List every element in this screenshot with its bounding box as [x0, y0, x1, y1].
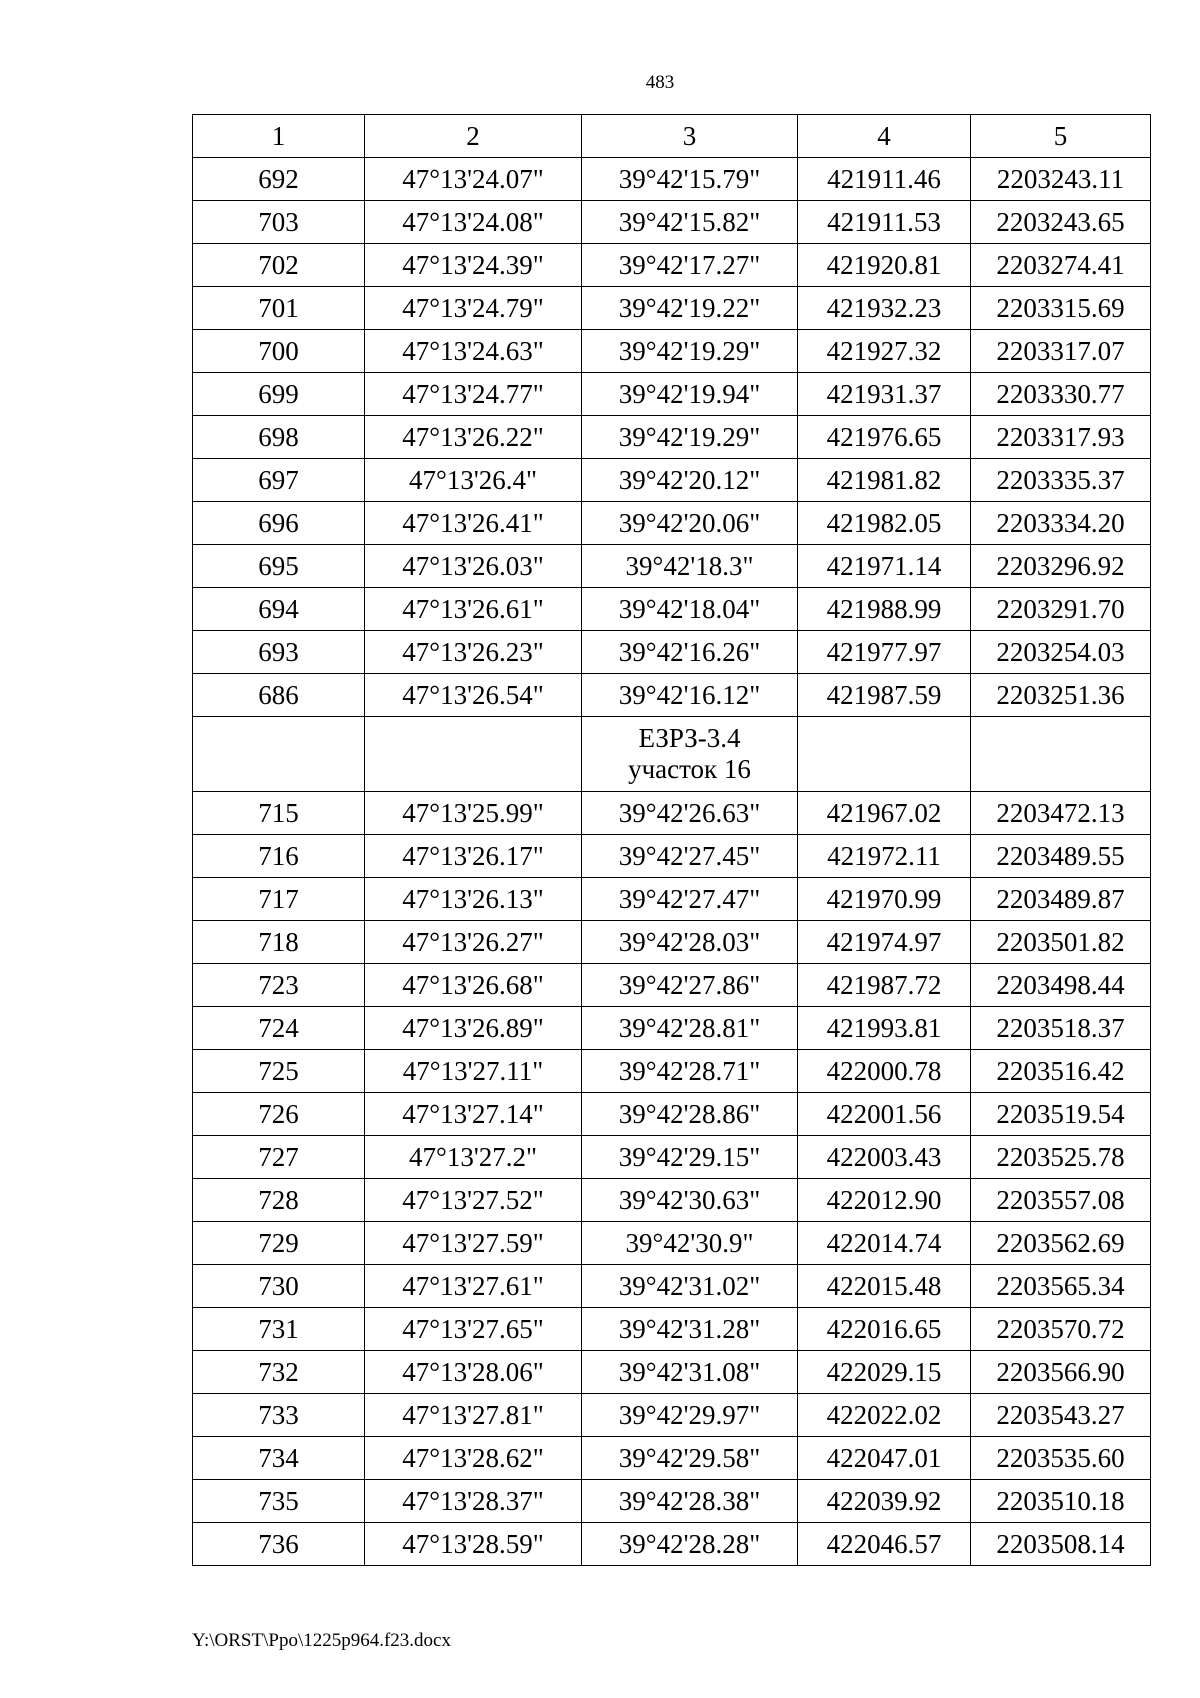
cell-col-3: 39°42'15.79": [582, 158, 798, 201]
cell-col-4: 421972.11: [798, 835, 971, 878]
cell-col-1: 730: [193, 1265, 365, 1308]
coordinates-table: [192, 114, 1151, 1566]
cell-col-1: 735: [193, 1480, 365, 1523]
cell-col-2: 47°13'24.39": [365, 244, 582, 287]
cell-col-4: 422046.57: [798, 1523, 971, 1566]
cell-col-3: 39°42'28.03": [582, 921, 798, 964]
cell-col-5: 2203519.54: [971, 1093, 1151, 1136]
cell-col-5: 2203243.11: [971, 158, 1151, 201]
cell-col-5: 2203334.20: [971, 502, 1151, 545]
cell-col-5: 2203565.34: [971, 1265, 1151, 1308]
cell-col-2: 47°13'26.89": [365, 1007, 582, 1050]
table-row: [193, 1179, 1151, 1222]
cell-col-3: 39°42'16.26": [582, 631, 798, 674]
header-cell-1: 1: [193, 115, 365, 158]
table-row: [193, 835, 1151, 878]
table-row: [193, 287, 1151, 330]
cell-col-4: 421967.02: [798, 792, 971, 835]
cell-col-4: 421971.14: [798, 545, 971, 588]
cell-col-5: 2203243.65: [971, 201, 1151, 244]
table-row: [193, 1480, 1151, 1523]
header-cell-2: 2: [365, 115, 582, 158]
cell-col-1: 724: [193, 1007, 365, 1050]
cell-col-4: [798, 717, 971, 792]
cell-col-5: 2203525.78: [971, 1136, 1151, 1179]
cell-col-2: 47°13'24.77": [365, 373, 582, 416]
cell-col-3: 39°42'19.22": [582, 287, 798, 330]
cell-col-3: 39°42'27.86": [582, 964, 798, 1007]
cell-col-4: 421987.59: [798, 674, 971, 717]
cell-col-5: 2203296.92: [971, 545, 1151, 588]
cell-col-1: 703: [193, 201, 365, 244]
cell-col-3: 39°42'18.3": [582, 545, 798, 588]
cell-col-1: 697: [193, 459, 365, 502]
cell-col-5: 2203543.27: [971, 1394, 1151, 1437]
cell-col-5: 2203254.03: [971, 631, 1151, 674]
page-number: 483: [645, 72, 675, 93]
cell-col-1: 716: [193, 835, 365, 878]
cell-col-2: 47°13'26.4": [365, 459, 582, 502]
table-row: [193, 1265, 1151, 1308]
cell-col-1: 700: [193, 330, 365, 373]
cell-col-2: 47°13'26.61": [365, 588, 582, 631]
cell-col-2: 47°13'27.11": [365, 1050, 582, 1093]
cell-col-5: 2203251.36: [971, 674, 1151, 717]
cell-col-3: 39°42'20.06": [582, 502, 798, 545]
table-row: [193, 373, 1151, 416]
cell-col-5: 2203562.69: [971, 1222, 1151, 1265]
cell-col-1: 694: [193, 588, 365, 631]
table-row: [193, 1136, 1151, 1179]
cell-col-4: 422039.92: [798, 1480, 971, 1523]
table-row: [193, 631, 1151, 674]
cell-col-3: 39°42'18.04": [582, 588, 798, 631]
cell-col-3: 39°42'31.02": [582, 1265, 798, 1308]
cell-col-4: 422016.65: [798, 1308, 971, 1351]
table-row: [193, 1007, 1151, 1050]
table-row: [193, 674, 1151, 717]
cell-col-1: 732: [193, 1351, 365, 1394]
cell-col-3: 39°42'29.15": [582, 1136, 798, 1179]
header-row: [193, 115, 1151, 158]
table-row: [193, 330, 1151, 373]
cell-col-5: 2203510.18: [971, 1480, 1151, 1523]
cell-col-2: 47°13'24.08": [365, 201, 582, 244]
table-row: [193, 588, 1151, 631]
cell-col-2: 47°13'28.59": [365, 1523, 582, 1566]
cell-col-5: 2203315.69: [971, 287, 1151, 330]
cell-col-4: 421993.81: [798, 1007, 971, 1050]
cell-col-1: 727: [193, 1136, 365, 1179]
cell-col-2: 47°13'26.17": [365, 835, 582, 878]
cell-col-4: 422014.74: [798, 1222, 971, 1265]
cell-col-2: 47°13'27.81": [365, 1394, 582, 1437]
cell-col-2: 47°13'26.54": [365, 674, 582, 717]
cell-col-4: 421932.23: [798, 287, 971, 330]
header-cell-3: 3: [582, 115, 798, 158]
cell-col-1: 715: [193, 792, 365, 835]
cell-col-3: 39°42'27.45": [582, 835, 798, 878]
cell-col-5: 2203291.70: [971, 588, 1151, 631]
cell-col-3: 39°42'29.97": [582, 1394, 798, 1437]
cell-col-5: [971, 717, 1151, 792]
cell-col-1: 729: [193, 1222, 365, 1265]
cell-col-2: 47°13'27.14": [365, 1093, 582, 1136]
cell-col-3: 39°42'28.81": [582, 1007, 798, 1050]
cell-col-1: 736: [193, 1523, 365, 1566]
cell-col-2: 47°13'24.79": [365, 287, 582, 330]
cell-col-2: 47°13'27.59": [365, 1222, 582, 1265]
cell-col-4: 421976.65: [798, 416, 971, 459]
cell-col-1: 699: [193, 373, 365, 416]
cell-col-4: 421974.97: [798, 921, 971, 964]
cell-col-1: 731: [193, 1308, 365, 1351]
cell-col-5: 2203489.87: [971, 878, 1151, 921]
cell-col-1: 695: [193, 545, 365, 588]
table-row: [193, 502, 1151, 545]
table-body: [193, 158, 1151, 1566]
cell-col-1: [193, 717, 365, 792]
table-header: [193, 115, 1151, 158]
cell-col-5: 2203317.93: [971, 416, 1151, 459]
cell-col-1: 726: [193, 1093, 365, 1136]
table-row: [193, 1523, 1151, 1566]
cell-col-5: 2203317.07: [971, 330, 1151, 373]
cell-col-1: 733: [193, 1394, 365, 1437]
cell-col-4: 421931.37: [798, 373, 971, 416]
cell-col-2: 47°13'27.65": [365, 1308, 582, 1351]
table-row: [193, 878, 1151, 921]
cell-col-2: [365, 717, 582, 792]
table-row: [193, 1437, 1151, 1480]
cell-col-2: 47°13'24.63": [365, 330, 582, 373]
cell-col-4: 421927.32: [798, 330, 971, 373]
cell-col-2: 47°13'25.99": [365, 792, 582, 835]
table-row: [193, 416, 1151, 459]
cell-col-4: 422001.56: [798, 1093, 971, 1136]
cell-col-1: 718: [193, 921, 365, 964]
cell-col-1: 728: [193, 1179, 365, 1222]
cell-col-5: 2203335.37: [971, 459, 1151, 502]
cell-col-2: 47°13'24.07": [365, 158, 582, 201]
cell-col-5: 2203489.55: [971, 835, 1151, 878]
cell-col-2: 47°13'26.22": [365, 416, 582, 459]
cell-col-4: 421981.82: [798, 459, 971, 502]
cell-col-3: 39°42'16.12": [582, 674, 798, 717]
cell-col-5: 2203498.44: [971, 964, 1151, 1007]
cell-col-4: 422003.43: [798, 1136, 971, 1179]
header-cell-5: 5: [971, 115, 1151, 158]
cell-col-5: 2203516.42: [971, 1050, 1151, 1093]
cell-col-4: 422015.48: [798, 1265, 971, 1308]
table-row: [193, 1308, 1151, 1351]
cell-col-3: 39°42'29.58": [582, 1437, 798, 1480]
cell-col-3: 39°42'28.28": [582, 1523, 798, 1566]
cell-col-4: 421911.53: [798, 201, 971, 244]
table-row: [193, 545, 1151, 588]
table-row: [193, 244, 1151, 287]
cell-col-2: 47°13'26.03": [365, 545, 582, 588]
cell-col-1: 696: [193, 502, 365, 545]
table-row: [193, 964, 1151, 1007]
cell-col-2: 47°13'26.13": [365, 878, 582, 921]
cell-col-1: 725: [193, 1050, 365, 1093]
cell-col-3: 39°42'27.47": [582, 878, 798, 921]
cell-col-3: 39°42'28.38": [582, 1480, 798, 1523]
section-row: [193, 717, 1151, 792]
cell-col-3: 39°42'31.28": [582, 1308, 798, 1351]
cell-col-1: 693: [193, 631, 365, 674]
cell-col-1: 734: [193, 1437, 365, 1480]
cell-col-2: 47°13'27.52": [365, 1179, 582, 1222]
table-row: [193, 158, 1151, 201]
cell-col-2: 47°13'28.37": [365, 1480, 582, 1523]
cell-col-4: 421911.46: [798, 158, 971, 201]
cell-col-3: 39°42'28.86": [582, 1093, 798, 1136]
cell-col-3: 39°42'19.29": [582, 416, 798, 459]
cell-col-3: 39°42'19.94": [582, 373, 798, 416]
cell-col-2: 47°13'27.61": [365, 1265, 582, 1308]
header-cell-4: 4: [798, 115, 971, 158]
cell-col-3: ЕЗРЗ-3.4 участок 16: [582, 717, 798, 792]
cell-col-5: 2203518.37: [971, 1007, 1151, 1050]
cell-col-1: 686: [193, 674, 365, 717]
table-row: [193, 201, 1151, 244]
cell-col-4: 421977.97: [798, 631, 971, 674]
cell-col-5: 2203472.13: [971, 792, 1151, 835]
table-row: [193, 1222, 1151, 1265]
cell-col-4: 422047.01: [798, 1437, 971, 1480]
cell-col-1: 692: [193, 158, 365, 201]
table-row: [193, 792, 1151, 835]
table-row: [193, 921, 1151, 964]
cell-col-5: 2203557.08: [971, 1179, 1151, 1222]
cell-col-2: 47°13'26.23": [365, 631, 582, 674]
cell-col-4: 421987.72: [798, 964, 971, 1007]
cell-col-3: 39°42'30.9": [582, 1222, 798, 1265]
cell-col-2: 47°13'28.62": [365, 1437, 582, 1480]
table-row: [193, 1093, 1151, 1136]
cell-col-4: 422000.78: [798, 1050, 971, 1093]
cell-col-2: 47°13'26.27": [365, 921, 582, 964]
table-row: [193, 1050, 1151, 1093]
cell-col-2: 47°13'26.41": [365, 502, 582, 545]
cell-col-1: 723: [193, 964, 365, 1007]
cell-col-4: 421920.81: [798, 244, 971, 287]
cell-col-1: 702: [193, 244, 365, 287]
cell-col-5: 2203330.77: [971, 373, 1151, 416]
cell-col-3: 39°42'30.63": [582, 1179, 798, 1222]
cell-col-3: 39°42'15.82": [582, 201, 798, 244]
cell-col-4: 421988.99: [798, 588, 971, 631]
cell-col-2: 47°13'28.06": [365, 1351, 582, 1394]
cell-col-3: 39°42'20.12": [582, 459, 798, 502]
table-row: [193, 1351, 1151, 1394]
cell-col-4: 422012.90: [798, 1179, 971, 1222]
cell-col-4: 422022.02: [798, 1394, 971, 1437]
cell-col-4: 421982.05: [798, 502, 971, 545]
cell-col-5: 2203566.90: [971, 1351, 1151, 1394]
cell-col-4: 421970.99: [798, 878, 971, 921]
cell-col-3: 39°42'19.29": [582, 330, 798, 373]
cell-col-3: 39°42'17.27": [582, 244, 798, 287]
cell-col-2: 47°13'26.68": [365, 964, 582, 1007]
cell-col-5: 2203501.82: [971, 921, 1151, 964]
cell-col-5: 2203274.41: [971, 244, 1151, 287]
cell-col-3: 39°42'31.08": [582, 1351, 798, 1394]
cell-col-5: 2203508.14: [971, 1523, 1151, 1566]
cell-col-4: 422029.15: [798, 1351, 971, 1394]
cell-col-1: 698: [193, 416, 365, 459]
cell-col-1: 717: [193, 878, 365, 921]
cell-col-3: 39°42'28.71": [582, 1050, 798, 1093]
cell-col-5: 2203570.72: [971, 1308, 1151, 1351]
cell-col-5: 2203535.60: [971, 1437, 1151, 1480]
cell-col-1: 701: [193, 287, 365, 330]
cell-col-2: 47°13'27.2": [365, 1136, 582, 1179]
cell-col-3: 39°42'26.63": [582, 792, 798, 835]
footer-file-path: Y:\ORST\Ppo\1225p964.f23.docx: [192, 1630, 451, 1651]
table-row: [193, 1394, 1151, 1437]
table-row: [193, 459, 1151, 502]
